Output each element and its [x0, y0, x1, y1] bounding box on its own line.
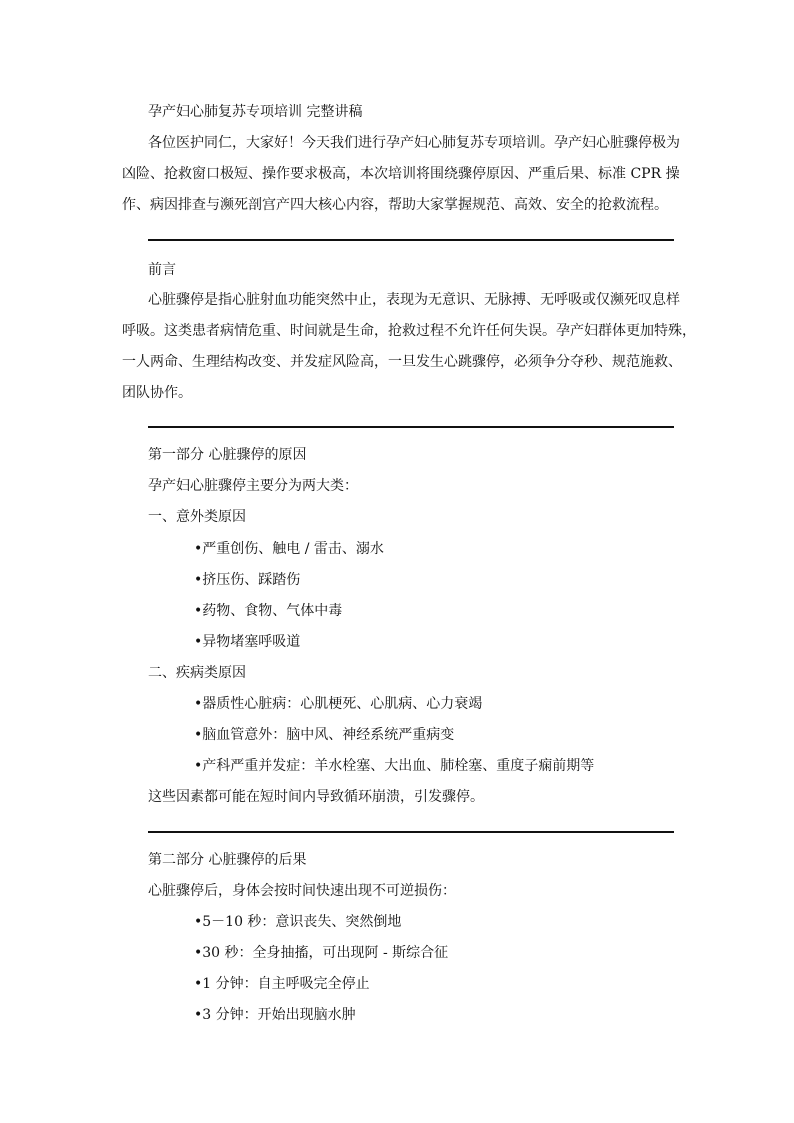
list-item: •严重创伤、触电 / 雷击、溺水 — [194, 541, 384, 557]
list-item: •药物、食物、气体中毒 — [194, 603, 343, 619]
category-title: 一、意外类原因 — [148, 509, 246, 525]
intro-line: 凶险、抢救窗口极短、操作要求极高，本次培训将围绕骤停原因、严重后果、标准 CPR 操 — [122, 166, 680, 182]
part1-lead: 孕产妇心脏骤停主要分为两大类： — [148, 478, 358, 494]
list-item: •产科严重并发症：羊水栓塞、大出血、肺栓塞、重度子痫前期等 — [194, 758, 595, 774]
preface-heading: 前言 — [148, 262, 176, 278]
intro-line: 各位医护同仁，大家好！今天我们进行孕产妇心肺复苏专项培训。孕产妇心脏骤停极为 — [148, 135, 680, 151]
list-item: •脑血管意外：脑中风、神经系统严重病变 — [194, 727, 455, 743]
section-divider — [148, 426, 674, 428]
preface-line: 呼吸。这类患者病情危重、时间就是生命，抢救过程不允许任何失误。孕产妇群体更加特殊， — [122, 323, 696, 339]
preface-line: 心脏骤停是指心脏射血功能突然中止，表现为无意识、无脉搏、无呼吸或仅濒死叹息样 — [148, 292, 680, 308]
list-item: •5－10 秒：意识丧失、突然倒地 — [194, 914, 402, 930]
part1-summary: 这些因素都可能在短时间内导致循环崩溃，引发骤停。 — [148, 789, 484, 805]
list-item: •3 分钟：开始出现脑水肿 — [194, 1007, 356, 1023]
category-title: 二、疾病类原因 — [148, 665, 246, 681]
section-divider — [148, 239, 674, 241]
section-divider — [148, 831, 674, 833]
part2-lead: 心脏骤停后，身体会按时间快速出现不可逆损伤： — [148, 883, 456, 899]
list-item: •异物堵塞呼吸道 — [194, 634, 301, 650]
part2-heading: 第二部分 心脏骤停的后果 — [148, 852, 307, 868]
list-item: •30 秒：全身抽搐，可出现阿 - 斯综合征 — [194, 945, 449, 961]
preface-line: 团队协作。 — [122, 385, 192, 401]
list-item: •器质性心脏病：心肌梗死、心肌病、心力衰竭 — [194, 696, 483, 712]
preface-line: 一人两命、生理结构改变、并发症风险高，一旦发生心跳骤停，必须争分夺秒、规范施救、 — [122, 354, 682, 370]
intro-line: 作、病因排查与濒死剖宫产四大核心内容，帮助大家掌握规范、高效、安全的抢救流程。 — [122, 197, 668, 213]
document-title: 孕产妇心肺复苏专项培训 完整讲稿 — [148, 104, 363, 120]
part1-heading: 第一部分 心脏骤停的原因 — [148, 447, 307, 463]
list-item: •1 分钟：自主呼吸完全停止 — [194, 976, 370, 992]
list-item: •挤压伤、踩踏伤 — [194, 572, 301, 588]
